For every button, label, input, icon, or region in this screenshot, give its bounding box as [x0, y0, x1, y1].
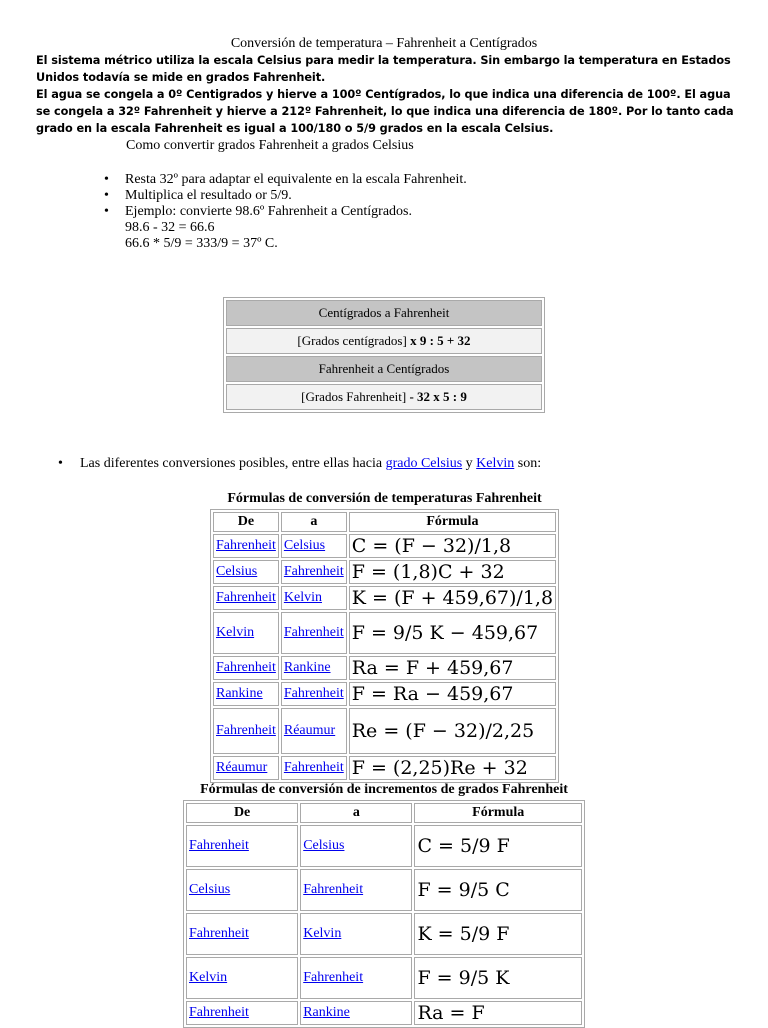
- intro-paragraph: El sistema métrico utiliza la escala Celsius para medir la temperatura. Sin embargo la temperatura en Estados Unidos todavía se mide en grados Fahrenheit.: [36, 54, 731, 84]
- bullet-icon: •: [104, 172, 109, 187]
- unit-link[interactable]: Fahrenheit: [283, 686, 344, 701]
- unit-link[interactable]: Fahrenheit: [189, 838, 249, 853]
- column-header: De: [186, 803, 298, 823]
- calc-line: 66.6 * 5/9 = 333/9 = 37º C.: [125, 236, 278, 251]
- formula: K = (F + 459,67)/1,8: [349, 586, 556, 610]
- unit-link[interactable]: Rankine: [216, 686, 263, 701]
- f-to-c-formula: - 32 x 5 : 9: [409, 389, 467, 404]
- link-grado-celsius[interactable]: grado Celsius: [385, 456, 463, 471]
- formula: C = (F − 32)/1,8: [349, 534, 556, 558]
- step-text: Ejemplo: convierte 98.6º Fahrenheit a Centígrados.: [125, 204, 412, 219]
- intro-paragraph: El agua se congela a 0º Centigrados y hierve a 100º Centígrados, lo que indica una diferencia de 100º. El agua se congela a 32º Fahrenheit y hierve a 212º Fahrenheit, lo que indica una diferencia de 180º. Por lo tanto cada grado en la escala Fahrenheit es igual a 100/180 o 5/9 grados en la escala Celsius.: [36, 88, 734, 135]
- step-text: Resta 32º para adaptar el equivalente en la escala Fahrenheit.: [125, 172, 467, 187]
- unit-link[interactable]: Fahrenheit: [283, 760, 344, 775]
- table-row: [186, 869, 582, 911]
- howto-heading: Como convertir grados Fahrenheit a grados Celsius: [126, 138, 414, 153]
- table-row: [213, 534, 556, 558]
- unit-link[interactable]: Kelvin: [303, 926, 342, 941]
- formula: F = 9/5 K: [414, 957, 582, 999]
- unit-link[interactable]: Fahrenheit: [283, 564, 344, 579]
- unit-link[interactable]: Réaumur: [283, 723, 336, 738]
- table-caption: Fórmulas de conversión de temperaturas Fahrenheit: [227, 491, 542, 506]
- bullet-icon: •: [104, 188, 109, 203]
- bullet-icon: •: [58, 456, 63, 471]
- table-row: [213, 612, 556, 654]
- steps-list: [104, 172, 467, 252]
- unit-link[interactable]: Fahrenheit: [216, 538, 276, 553]
- table-row: [186, 913, 582, 955]
- step-text: Multiplica el resultado or 5/9.: [125, 188, 292, 203]
- conversions-intro-suffix: son:: [517, 456, 542, 471]
- table-row: [213, 656, 556, 680]
- unit-link[interactable]: Rankine: [283, 660, 331, 675]
- table-row: [213, 586, 556, 610]
- column-header: De: [213, 512, 279, 532]
- calc-line: 98.6 - 32 = 66.6: [125, 220, 215, 235]
- table-row: [213, 708, 556, 754]
- conversions-intro-prefix: Las diferentes conversiones posibles, entre ellas hacia: [80, 456, 383, 471]
- conversion-box: [223, 297, 545, 413]
- column-header: Fórmula: [414, 803, 582, 823]
- list-item: [104, 204, 467, 220]
- c-to-f-heading: Centígrados a Fahrenheit: [226, 300, 542, 326]
- unit-link[interactable]: Kelvin: [216, 625, 255, 640]
- unit-link[interactable]: Fahrenheit: [303, 970, 364, 985]
- unit-link[interactable]: Fahrenheit: [216, 660, 276, 675]
- column-header: a: [300, 803, 412, 823]
- formula: F = Ra − 459,67: [349, 682, 556, 706]
- conversions-intro: [58, 455, 541, 473]
- formula: F = (1,8)C + 32: [349, 560, 556, 584]
- unit-link[interactable]: Celsius: [283, 538, 326, 553]
- unit-link[interactable]: Celsius: [303, 838, 345, 853]
- unit-link[interactable]: Celsius: [189, 882, 231, 897]
- table-caption: Fórmulas de conversión de incrementos de grados Fahrenheit: [200, 782, 568, 797]
- table-row: [186, 957, 582, 999]
- unit-link[interactable]: Fahrenheit: [303, 882, 364, 897]
- formula: K = 5/9 F: [414, 913, 582, 955]
- intro-text: [36, 52, 736, 137]
- unit-link[interactable]: Kelvin: [189, 970, 228, 985]
- list-item: [104, 172, 467, 188]
- unit-link[interactable]: Fahrenheit: [216, 723, 276, 738]
- link-kelvin[interactable]: Kelvin: [476, 456, 515, 471]
- formula: F = 9/5 K − 459,67: [349, 612, 556, 654]
- formula: Re = (F − 32)/2,25: [349, 708, 556, 754]
- page-title: Conversión de temperatura – Fahrenheit a Centígrados: [230, 36, 538, 51]
- c-to-f-formula: x 9 : 5 + 32: [410, 333, 471, 348]
- list-item: [104, 188, 467, 204]
- table-row: [186, 1001, 582, 1025]
- c-to-f-formula-cell: [226, 328, 542, 354]
- fahrenheit-formulas-table: [210, 489, 559, 783]
- conversions-intro-mid: y: [465, 456, 473, 471]
- f-to-c-formula-cell: [226, 384, 542, 410]
- table-row: [186, 825, 582, 867]
- formula: F = (2,25)Re + 32: [349, 756, 556, 780]
- unit-link[interactable]: Fahrenheit: [189, 1005, 249, 1020]
- unit-link[interactable]: Fahrenheit: [216, 590, 276, 605]
- table-row: [213, 560, 556, 584]
- c-to-f-prefix: [Grados centígrados]: [297, 333, 407, 348]
- table-row: [213, 682, 556, 706]
- formula: F = 9/5 C: [414, 869, 582, 911]
- unit-link[interactable]: Kelvin: [283, 590, 322, 605]
- column-header: Fórmula: [349, 512, 556, 532]
- f-to-c-prefix: [Grados Fahrenheit]: [301, 389, 407, 404]
- increment-formulas-table: [183, 780, 585, 1028]
- formula: Ra = F: [414, 1001, 582, 1025]
- unit-link[interactable]: Celsius: [216, 564, 258, 579]
- unit-link[interactable]: Rankine: [303, 1005, 350, 1020]
- bullet-icon: •: [104, 204, 109, 219]
- f-to-c-heading: Fahrenheit a Centígrados: [226, 356, 542, 382]
- unit-link[interactable]: Fahrenheit: [283, 625, 344, 640]
- column-header: a: [281, 512, 347, 532]
- unit-link[interactable]: Fahrenheit: [189, 926, 249, 941]
- table-row: [213, 756, 556, 780]
- formula: C = 5/9 F: [414, 825, 582, 867]
- formula: Ra = F + 459,67: [349, 656, 556, 680]
- unit-link[interactable]: Réaumur: [216, 760, 268, 775]
